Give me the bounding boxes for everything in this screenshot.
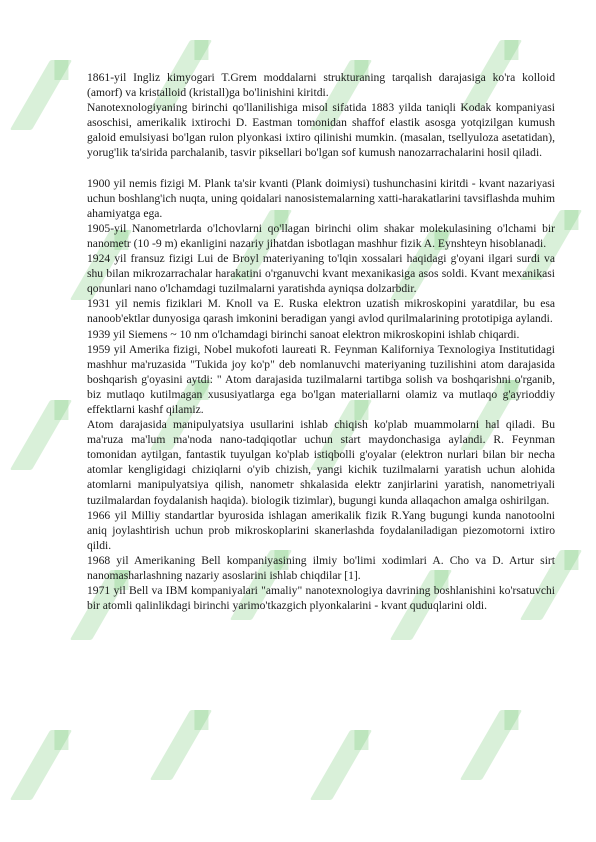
paragraph-1883: Nanotexnologiyaning birinchi qo'llanilishiga misol sifatida 1883 yilda taniqli Kodak kompaniyasi asoschisi, amerikalik ixtirochi D. Eastman tomonidan shaffof elastik asosga yotqizilgan kumush galoid emulsiyasi bo'lgan rulon plyonkasi ixtiro qilinishi mumkin. (masalan, tsellyuloza asetatidan), yorug'lik ta'sirida parchalanib, tasvir piksellari bo'lgan sof kumush nanozarrachalarini hosil qiladi. bbox=[87, 101, 555, 160]
paragraph-1861: 1861-yil Ingliz kimyogari T.Grem moddalarni strukturaning tarqalish darajasiga ko'ra kolloid (amorf) va kristalloid (kristall)ga bo'linishini kiritdi. bbox=[87, 71, 555, 100]
paragraph-1959: 1959 yil Amerika fizigi, Nobel mukofoti laureati R. Feynman Kaliforniya Texnologiya Institutidagi mashhur ma'ruzasida "Tukida joy ko'p" deb nomlanuvchi materiyaning tuzilishini atom darajasida boshqarish g'oyasini aytdi: " Atom darajasida tuzilmalarni tartibga solish va boshqarishni o'rganib, biz mutlaqo kutilmagan xususiyatlarga ega bo'lgan materiallarni olamiz va mutlaqo g'ayrioddiy effektlarni kashf qilamiz. bbox=[87, 342, 555, 416]
paragraph-1971: 1971 yil Bell va IBM kompaniyalari "amaliy" nanotexnologiya davrining boshlanishini ko'rsatuvchi bir atomli qalinlikdagi birinchi yarimo'tkazgich plyonkalarini - kvant quduqlarini oldi. bbox=[87, 584, 555, 613]
paragraph-1924: 1924 yil fransuz fizigi Lui de Broyl materiyaning to'lqin xossalari haqidagi g'oyani ilgari surdi va shu bilan mikrozarrachalar harakatini o'rganuvchi kvant mexanikasiga asos soldi. Kvant mexanikasi qonunlari nano o'lchamdagi tuzilmalarni yaratishda ayniqsa dolzarbdir. bbox=[87, 252, 555, 296]
paragraph-1900: 1900 yil nemis fizigi M. Plank ta'sir kvanti (Plank doimiysi) tushunchasini kiritdi - kvant nazariyasi uchun boshlang'ich nuqta, uning qoidalari nanosistemalarning xatti-harakatlarini tavsiflashda muhim ahamiyatga ega. bbox=[87, 176, 555, 220]
paragraph-manipulation: Atom darajasida manipulyatsiya usullarini ishlab chiqish ko'plab muammolarni hal qiladi. Bu ma'ruza ma'lum ma'noda nano-tadqiqotlar uchun start maydonchasiga aylandi. R. Feynman tomonidan aytilgan, fantastik tuyulgan ko'plab istiqbolli g'oyalar (elektron nurlari bilan bir necha atomlar kengligidagi chiziqlarni o'yib chizish, yangi kichik tuzilmalarni yaratish uchun alohida atomlarni manipulyatsiya qilish, nanometr shkalasida elektr zanjirlarini yaratish, nanometriyali tuzilmalardan foydalanish haqida). biologik tizimlar), bugungi kunda allaqachon amalga oshirilgan. bbox=[87, 418, 555, 507]
paragraph-1939: 1939 yil Siemens ~ 10 nm o'lchamdagi birinchi sanoat elektron mikroskopini ishlab chiqardi. bbox=[87, 327, 520, 341]
paragraph-1905: 1905-yil Nanometrlarda o'lchovlarni qo'llagan birinchi olim shakar molekulasining o'lchami bir nanometr (10 -9 m) ekanligini nazariy jihatdan isbotlagan mashhur fizik A. Eynshteyn hisoblanadi. bbox=[87, 221, 555, 250]
paragraph-1968: 1968 yil Amerikaning Bell kompaniyasining ilmiy bo'limi xodimlari A. Cho va D. Artur sirt nanomasharlashning nazariy asoslarini ishlab chiqdilar [1]. bbox=[87, 553, 555, 582]
document-body bbox=[87, 70, 555, 613]
paragraph-1931: 1931 yil nemis fiziklari M. Knoll va E. Ruska elektron uzatish mikroskopini yaratdilar, bu esa nanoob'ektlar dunyosiga qarash imkonini beradigan yangi avlod qurilmalarining prototipiga aylandi. bbox=[87, 297, 555, 326]
paragraph-1966: 1966 yil Milliy standartlar byurosida ishlagan amerikalik fizik R.Yang bugungi kunda nanotoolni aniq joylashtirish uchun prob mikroskoplarini skanerlashda foydalaniladigan piezomotorni ixtiro qildi. bbox=[87, 508, 555, 552]
